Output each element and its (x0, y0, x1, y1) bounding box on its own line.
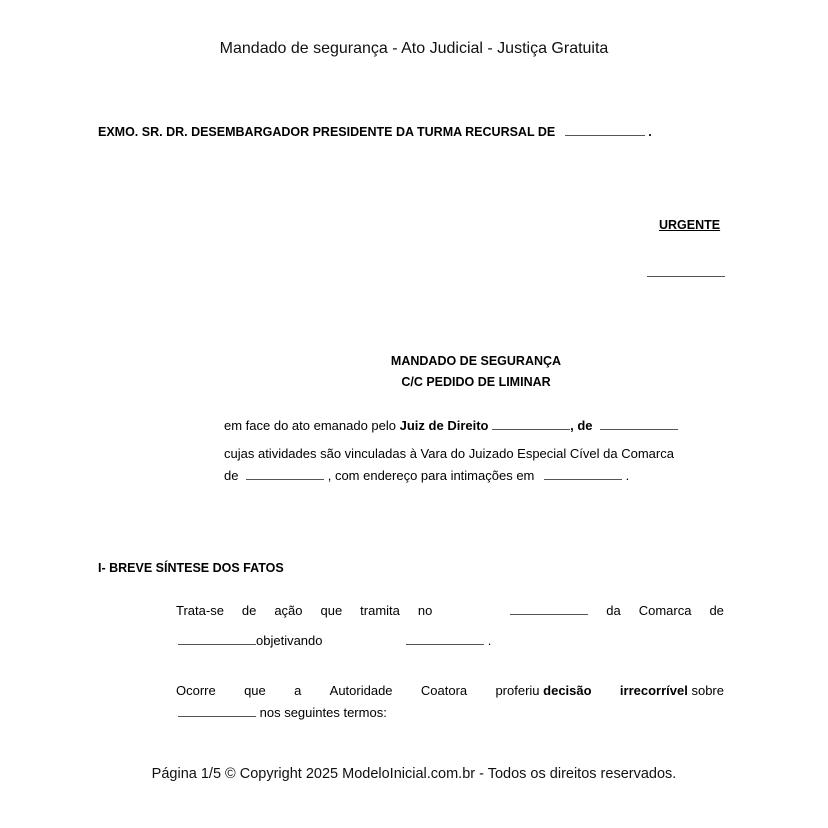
word: Coatora (420, 683, 468, 698)
blank-field (246, 468, 324, 480)
word: Autoridade (329, 683, 393, 698)
blank-field (178, 705, 256, 717)
word: no (417, 603, 433, 618)
word: que (244, 683, 266, 698)
document-title-line1: MANDADO DE SEGURANÇA (390, 354, 562, 368)
word: da (606, 603, 621, 618)
bold-word: irrecorrível (619, 683, 688, 698)
blank-field (178, 633, 256, 645)
intro-line1 (224, 418, 678, 433)
blank-field (647, 265, 725, 277)
word: tramita (360, 603, 400, 618)
bold-word: decisão (543, 683, 592, 698)
word: que (320, 603, 343, 618)
blank-field (492, 418, 570, 430)
blank-field (510, 603, 588, 615)
paragraph1-line2 (178, 633, 491, 648)
paragraph1-line1 (176, 603, 724, 618)
blank-field (406, 633, 484, 645)
document-title-line2: C/C PEDIDO DE LIMINAR (401, 375, 551, 389)
word: de (241, 603, 257, 618)
intro-text: de (224, 468, 239, 483)
urgent-label: URGENTE (659, 218, 721, 232)
blank-field (544, 468, 622, 480)
intro-line3 (224, 468, 629, 483)
word: nos seguintes termos: (259, 705, 387, 720)
intro-text: . (625, 468, 630, 483)
word: de (709, 603, 724, 618)
page-footer: Página 1/5 © Copyright 2025 ModeloInicial.com.br - Todos os direitos reservados. (151, 766, 677, 782)
blank-field (600, 418, 678, 430)
intro-text: , com endereço para intimações em (327, 468, 535, 483)
paragraph2-line1 (176, 683, 724, 698)
word: sobre (691, 683, 724, 698)
word: Trata-se (176, 603, 224, 618)
intro-bold-text: Juiz de Direito (399, 418, 489, 433)
blank-field (565, 124, 645, 136)
document-header-title: Mandado de segurança - Ato Judicial - Justiça Gratuita (219, 40, 609, 57)
addressee-text: EXMO. SR. DR. DESEMBARGADOR PRESIDENTE DA TURMA RECURSAL DE (98, 125, 556, 139)
word: proferiu (495, 683, 540, 698)
intro-line2: cujas atividades são vinculadas à Vara do Juizado Especial Cível da Comarca (224, 446, 674, 461)
word: ação (274, 603, 303, 618)
word: Ocorre (176, 683, 216, 698)
intro-text: , de (570, 418, 593, 433)
addressee-end: . (648, 125, 652, 139)
word: . (487, 633, 492, 648)
intro-text: em face do ato emanado pelo (224, 418, 397, 433)
section-heading: I- BREVE SÍNTESE DOS FATOS (98, 561, 284, 575)
paragraph2-line2 (178, 705, 387, 720)
urgent-blank (647, 264, 725, 282)
word: Comarca (638, 603, 692, 618)
word: objetivando (256, 633, 323, 648)
addressee-line (98, 124, 652, 139)
word: a (294, 683, 302, 698)
